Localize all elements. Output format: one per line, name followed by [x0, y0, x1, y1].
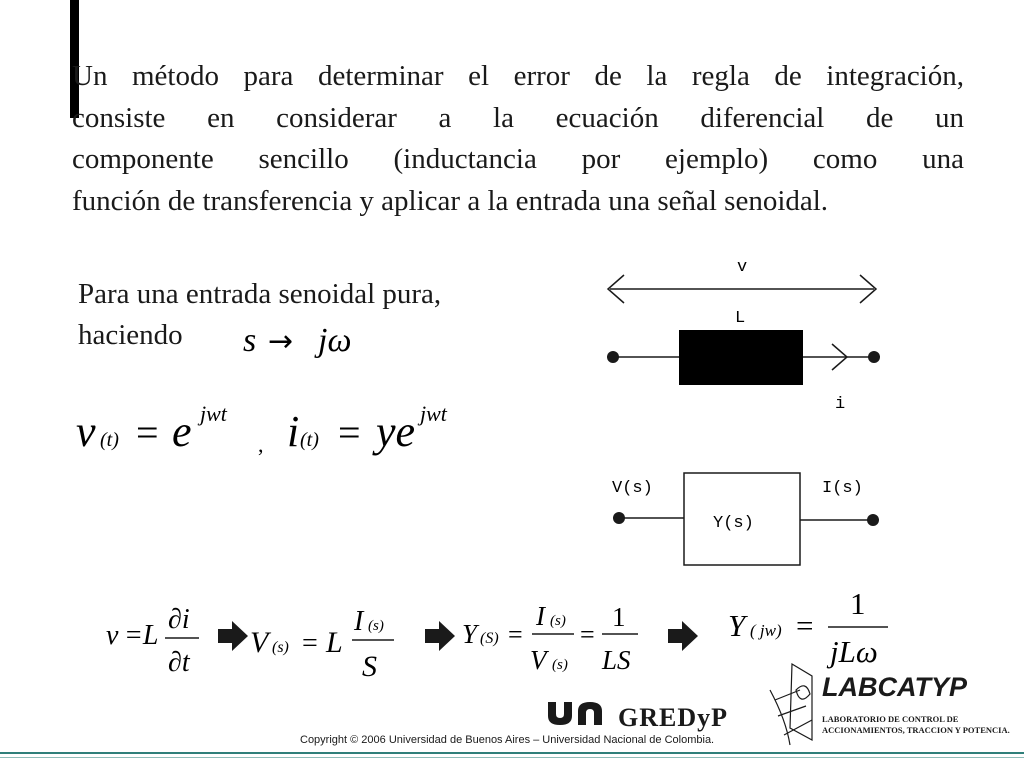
label-v: v [737, 258, 748, 277]
label-Is: I(s) [822, 479, 863, 498]
implies-arrow-2 [425, 621, 455, 651]
paragraph-line: consiste en considerar a la ecuación diferencial de un [72, 101, 964, 134]
copyright-text: Copyright © 2006 Universidad de Buenos Aires – Universidad Nacional de Colombia. [300, 734, 715, 746]
eq-v-arg: (t) [100, 429, 119, 451]
eq-e: e [172, 407, 192, 456]
V-sym: V [250, 626, 269, 659]
un-logo-icon [548, 702, 602, 725]
label-Vs: V(s) [612, 479, 653, 498]
L-sym: L [326, 626, 343, 659]
subst-jw: jω [318, 322, 352, 359]
eq-v-equals: = [136, 410, 159, 455]
implies-arrow-1 [218, 621, 248, 651]
inductor-block [679, 330, 803, 385]
labcatyp-subtitle [822, 714, 1010, 736]
jLw: jLω [830, 634, 878, 669]
V-eq: = [302, 628, 318, 659]
label-i: i [835, 395, 846, 414]
d-num: ∂i [168, 604, 190, 635]
Y-eq: = [508, 620, 523, 649]
subst-s: s [243, 322, 257, 359]
implies-arrow-3 [668, 621, 698, 651]
eq-ye-exponent: jwt [420, 401, 447, 426]
Y-sym: Y [462, 619, 478, 649]
labcatyp-logo: LABCATYP [822, 672, 967, 702]
intro-line: haciendo [78, 319, 183, 351]
V-arg: (s) [272, 639, 289, 656]
Yn-I-arg: (s) [550, 613, 566, 629]
eq-i-equals: = [338, 410, 361, 455]
eq-e-exponent: jwt [200, 401, 227, 426]
labcatyp-emblem-icon [770, 664, 812, 745]
intro-line: Para una entrada senoidal pura, [78, 278, 442, 310]
labcatyp-subtitle-line: ACCIONAMIENTOS, TRACCION Y POTENCIA. [822, 725, 1010, 735]
Yn-I: I [536, 601, 545, 631]
I-arg: (s) [368, 618, 384, 634]
paragraph-line: función de transferencia y aplicar a la entrada una señal senoidal. [72, 184, 829, 217]
gredyp-logo: GREDyP [618, 703, 728, 732]
S-sym: S [362, 650, 377, 683]
label-Ys: Y(s) [713, 514, 754, 533]
Yd-V-arg: (s) [552, 657, 568, 673]
eq-i: i [287, 407, 300, 456]
d-eq: =L [124, 620, 159, 651]
LS: LS [602, 645, 631, 675]
paragraph-line: componente sencillo (inductancia por ejemplo) como una [72, 143, 964, 175]
Yjw-eq: = [796, 608, 814, 643]
footer-rule-thin [0, 757, 1024, 758]
Yjw-arg: ( jw) [750, 621, 782, 640]
paragraph-line: Un método para determinar el error de la regla de integración, [72, 60, 964, 92]
Yjw-one: 1 [850, 586, 866, 621]
label-L: L [735, 309, 746, 328]
footer-rule [0, 752, 1024, 754]
I-sym: I [354, 606, 364, 637]
d-den: ∂t [168, 647, 190, 678]
Yjw-sym: Y [728, 608, 746, 643]
eq-v: v [76, 407, 96, 456]
labcatyp-subtitle-line: LABORATORIO DE CONTROL DE [822, 714, 959, 724]
eq-ye: ye [376, 407, 416, 456]
eq-i-arg: (t) [300, 429, 319, 451]
subst-arrow: → [268, 324, 294, 359]
eq-comma: , [258, 432, 264, 457]
Yd-V: V [530, 645, 547, 675]
one: 1 [612, 602, 626, 632]
Y-eq2: = [580, 620, 595, 649]
d-v: v [106, 620, 119, 651]
Y-arg: (S) [480, 630, 499, 647]
